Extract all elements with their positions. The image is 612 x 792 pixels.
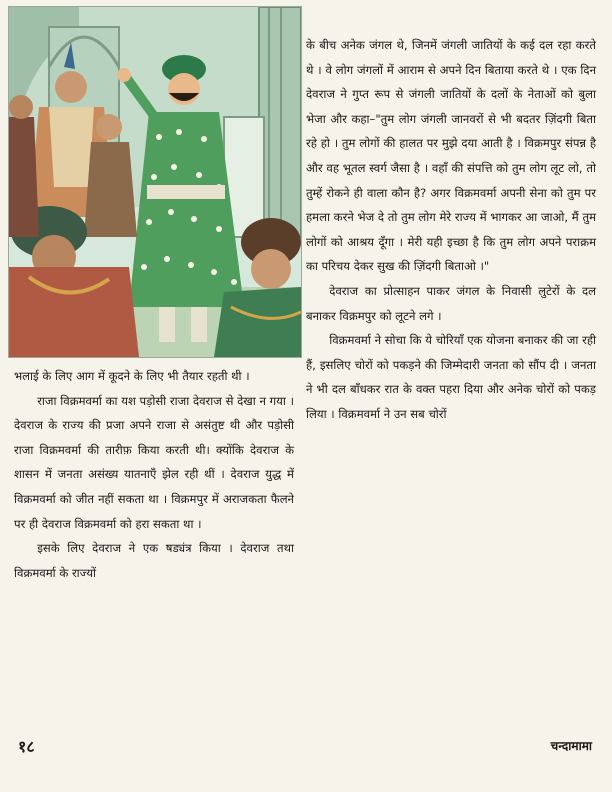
- paragraph: इसके लिए देवराज ने एक षड्यंत्र किया । देवराज तथा विक्रमवर्मा के राज्यों: [14, 541, 294, 580]
- magazine-name: चन्दामामा: [550, 739, 592, 753]
- paragraph: विक्रमवर्मा ने सोचा कि ये चोरियाँ एक योजना बनाकर की जा रही हैं, इसलिए चोरों को पकड़ने की जिम्मेदारी जनता को सौंप दी । जनता ने भी दल बाँधकर रात के वक्त पहरा दिया और अनेक चोरों को पकड़ लिया । विक्रमवर्मा ने उन सब चोरों: [306, 333, 596, 421]
- paragraph: राजा विक्रमवर्मा का यश पड़ोसी राजा देवराज से देखा न गया । देवराज के राज्य की प्रजा अपने राजा से असंतुष्ट थी और पड़ोसी राजा विक्रमवर्मा की तारीफ़ किया करती थी। क्योंकि देवराज के शासन में जनता असंख्य यातनाएँ झेल रही थीं । देवराज युद्ध में विक्रमवर्मा को जीत नहीं सकता था । विक्रमपुर में अराजकता फैलने पर ही देवराज विक्रमवर्मा को हरा सकता था ।: [14, 393, 294, 531]
- paragraph: भलाई के लिए आग में कूदने के लिए भी तैयार रहती थी ।: [14, 369, 250, 383]
- story-illustration: [8, 6, 302, 358]
- right-column: [306, 33, 596, 427]
- page-number: १८: [18, 737, 35, 756]
- paragraph: देवराज का प्रोत्साहन पाकर जंगल के निवासी लुटेरों के दल बनाकर विक्रमपुर को लूटने लगे ।: [306, 283, 596, 323]
- left-column: [14, 364, 294, 585]
- paragraph: के बीच अनेक जंगल थे, जिनमें जंगली जातियों के कई दल रहा करते थे । वे लोग जंगलों में आराम से अपने दिन बिताया करते थे । एक दिन देवराज ने गुप्त रूप से जंगली जातियों के दलों के नेताओं को बुला भेजा और कहा–"तुम लोग जंगली जानवरों से भी बदतर ज़िंदगी बिता रहे हो । तुम लोगों की हालत पर मुझे दया आती है । विक्रमपुर संपन्न है और वह भूतल स्वर्ग जैसा है । वहाँ की संपत्ति को तुम लोग लूट लो, तो तुम्हें रोकने ही वाला कौन है? अगर विक्रमवर्मा अपनी सेना को तुम पर हमला करने भेज दे तो तुम लोग मेरे राज्य में भागकर आ जाओ, मैं तुम लोगों को आश्रय दूँगा । मेरी यही इच्छा है कि तुम लोग अपने पराक्रम का परिचय देकर सुख की ज़िंदगी बिताओ ।": [306, 38, 596, 274]
- illustration-art: [9, 7, 301, 357]
